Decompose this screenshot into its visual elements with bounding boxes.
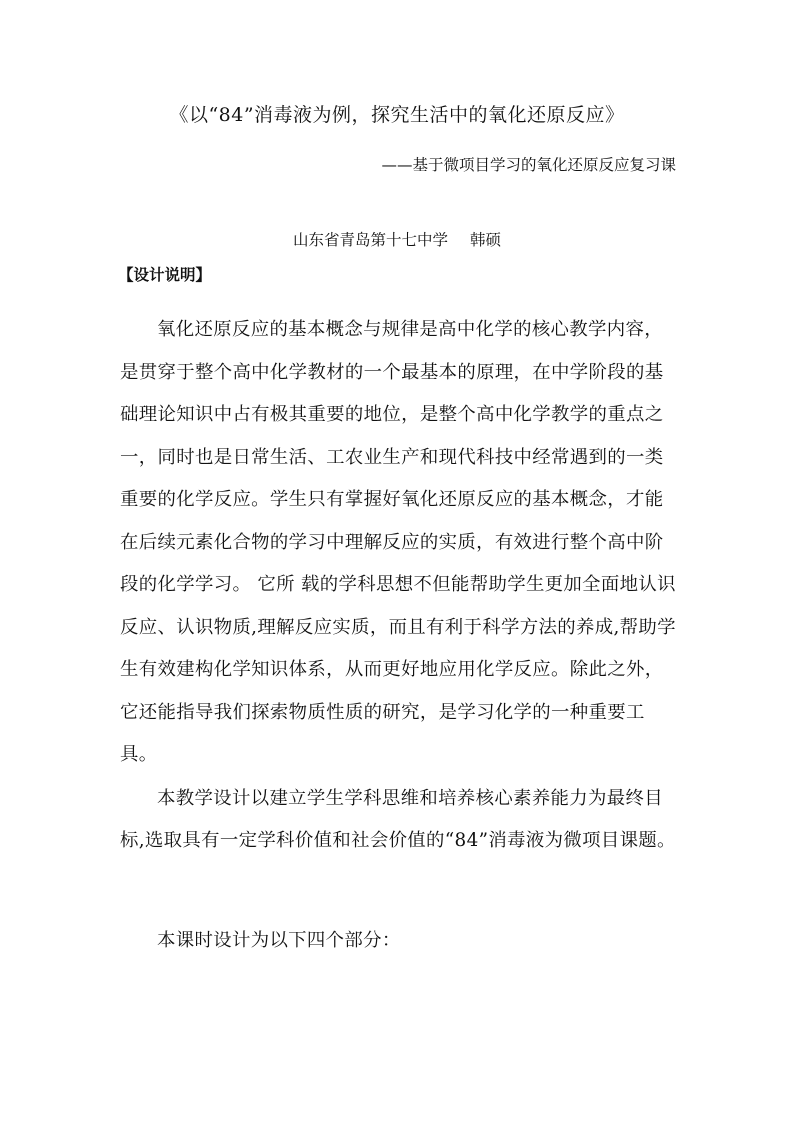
paragraph-intro: 氧化还原反应的基本概念与规律是高中化学的核心教学内容，是贯穿于整个高中化学教材的一个最基本的原理，在中学阶段的基础理论知识中占有极其重要的地位，是整个高中化学教学的重点之一，同时也是日常生活、工农业生产和现代科技中经常遇到的一类重要的化学反应。学生只有掌握好氧化还原反应的基本概念，才能在后续元素化合物的学习中理解反应的实质，有效进行整个高中阶段的化学学习。 它所 载的学科思想不但能帮助学生更加全面地认识反应、认识物质,理解反应实质，而且有利于科学方法的养成,帮助学生有效建构化学知识体系，从而更好地应用化学反应。除此之外，它还能指导我们探索物质性质的研究，是学习化学的一种重要工具。 [120,319,676,765]
section-heading-design-notes: 【设计说明】 [118,266,212,284]
paragraph-design-goal: 本教学设计以建立学生学科思维和培养核心素养能力为最终目标,选取具有一定学科价值和社会价值的“84”消毒液为微项目课题。 [120,788,676,851]
document-subtitle: ——基于微项目学习的氧化还原反应复习课 [381,156,676,174]
document-title: 《以“84”消毒液为例，探究生活中的氧化还原反应》 [169,104,625,126]
author-school: 山东省青岛第十七中学 [292,231,448,249]
paragraph-lesson-parts: 本课时设计为以下四个部分： [157,930,401,951]
author-line [0,227,794,253]
author-name: 韩硕 [470,231,502,249]
